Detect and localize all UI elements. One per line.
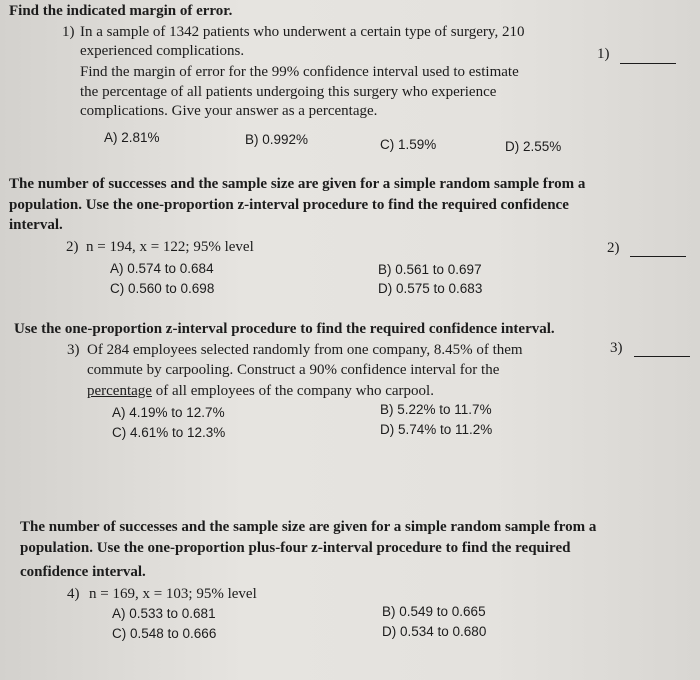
q2-option-c[interactable]: C) 0.560 to 0.698 <box>110 281 215 296</box>
q4-option-a[interactable]: A) 0.533 to 0.681 <box>112 606 216 621</box>
q1-line-4: the percentage of all patients undergoing this surgery who experience <box>80 84 497 100</box>
q3-line-3 <box>87 383 434 400</box>
q3-underlined-word: percentage <box>87 383 152 399</box>
section-4-heading-line-1: The number of successes and the sample size are given for a simple random sample from a <box>20 519 597 535</box>
q3-answer-label: 3) <box>610 340 623 356</box>
q1-line-1: In a sample of 1342 patients who underwent a certain type of surgery, 210 <box>80 24 525 40</box>
q3-answer-blank[interactable] <box>634 356 690 357</box>
section-4-heading-line-3: confidence interval. <box>20 564 146 580</box>
q2-answer-blank[interactable] <box>630 256 686 257</box>
q2-number: 2) <box>66 239 79 255</box>
q1-line-5: complications. Give your answer as a percentage. <box>80 103 378 119</box>
q1-option-a[interactable]: A) 2.81% <box>104 130 160 145</box>
q1-option-b[interactable]: B) 0.992% <box>245 132 309 147</box>
q3-number: 3) <box>67 342 80 358</box>
section-2-heading-line-2: population. Use the one-proportion z-interval procedure to find the required confidence <box>9 197 569 213</box>
q2-answer-label: 2) <box>607 240 620 256</box>
section-3-heading: Use the one-proportion z-interval procedure to find the required confidence interval. <box>14 321 555 337</box>
q4-option-c[interactable]: C) 0.548 to 0.666 <box>112 626 217 641</box>
q3-line-2: commute by carpooling. Construct a 90% confidence interval for the <box>87 362 500 378</box>
q1-answer-label: 1) <box>597 46 610 62</box>
q3-option-a[interactable]: A) 4.19% to 12.7% <box>112 405 225 420</box>
q1-number: 1) <box>62 24 75 40</box>
q1-line-3: Find the margin of error for the 99% confidence interval used to estimate <box>80 64 519 80</box>
q3-option-d[interactable]: D) 5.74% to 11.2% <box>380 422 493 437</box>
q1-line-2: experienced complications. <box>80 43 245 59</box>
q4-option-b[interactable]: B) 0.549 to 0.665 <box>382 604 486 619</box>
q3-line-3-rest: of all employees of the company who carpool. <box>155 383 434 399</box>
q1-answer-blank[interactable] <box>620 63 676 64</box>
q3-option-c[interactable]: C) 4.61% to 12.3% <box>112 425 226 440</box>
q3-option-b[interactable]: B) 5.22% to 11.7% <box>380 402 492 417</box>
section-1-heading: Find the indicated margin of error. <box>9 3 233 19</box>
q2-option-a[interactable]: A) 0.574 to 0.684 <box>110 261 214 276</box>
q4-text: n = 169, x = 103; 95% level <box>89 586 257 602</box>
q4-number: 4) <box>67 586 80 602</box>
section-2-heading-line-3: interval. <box>9 217 63 233</box>
section-2-heading-line-1: The number of successes and the sample size are given for a simple random sample from a <box>9 176 586 192</box>
q1-option-d[interactable]: D) 2.55% <box>505 139 562 154</box>
q1-option-c[interactable]: C) 1.59% <box>380 137 437 152</box>
q3-line-1: Of 284 employees selected randomly from one company, 8.45% of them <box>87 342 523 358</box>
q4-option-d[interactable]: D) 0.534 to 0.680 <box>382 624 487 639</box>
q2-option-d[interactable]: D) 0.575 to 0.683 <box>378 281 483 296</box>
q2-text: n = 194, x = 122; 95% level <box>86 239 254 255</box>
section-4-heading-line-2: population. Use the one-proportion plus-four z-interval procedure to find the required <box>20 540 571 556</box>
q2-option-b[interactable]: B) 0.561 to 0.697 <box>378 262 482 277</box>
